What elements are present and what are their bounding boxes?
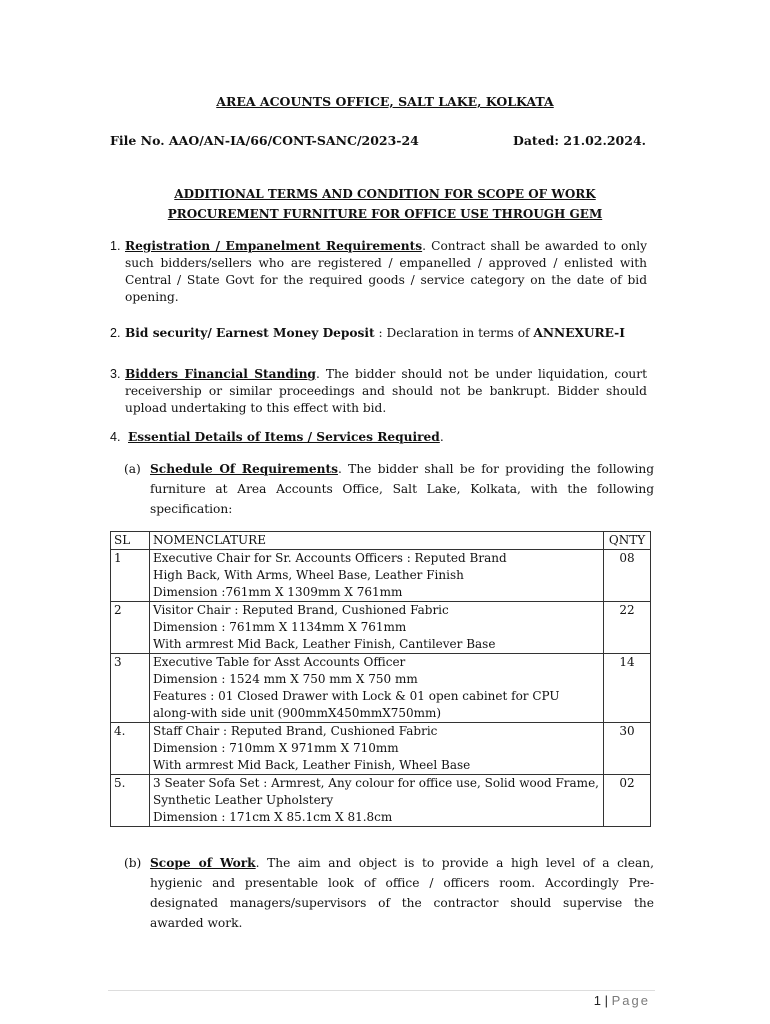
spec-line: Visitor Chair : Reputed Brand, Cushioned Fabric [153,603,449,617]
page-footer [594,993,650,1008]
clause-2 [110,325,647,342]
sub-clause-heading: Scope of Work [150,856,256,870]
clause-text: . [439,430,444,444]
sub-clause-number: (b) [124,856,142,870]
row-nomenclature [150,602,604,654]
row-qty: 30 [604,723,651,775]
row-qty: 02 [604,775,651,827]
clause-3 [110,366,647,417]
sub-clause-b [124,853,654,933]
row-qty: 08 [604,550,651,602]
clause-number: 3. [110,367,121,381]
spec-line: High Back, With Arms, Wheel Base, Leather Finish [153,568,464,582]
row-sl: 1 [111,550,150,602]
spec-line: With armrest Mid Back, Leather Finish, Wheel Base [153,758,471,772]
table-header-row [111,532,651,550]
header-nomenclature: NOMENCLATURE [150,532,604,550]
row-nomenclature [150,775,604,827]
row-qty: 14 [604,654,651,723]
row-nomenclature [150,550,604,602]
subject-line-1: ADDITIONAL TERMS AND CONDITION FOR SCOPE OF WORK [174,187,596,201]
spec-line: Dimension : 1524 mm X 750 mm X 750 mm [153,672,418,686]
spec-line: With armrest Mid Back, Leather Finish, Cantilever Base [153,637,496,651]
spec-line: 3 Seater Sofa Set : Armrest, Any colour for office use, Solid wood Frame, Synthetic Leather Upholstery [153,776,599,807]
table-row [111,775,651,827]
row-sl: 2 [111,602,150,654]
date: Dated: 21.02.2024. [512,133,646,148]
spec-line: Dimension : 171cm X 85.1cm X 81.8cm [153,810,393,824]
row-nomenclature [150,723,604,775]
sub-clause-text: . The aim and object is to provide a high level of a clean, hygienic and presentable look of office / officers room. Accordingly Pre-designated managers/supervisors of the contractor should supervise the awarded work. [150,856,654,930]
footer-divider [108,990,655,991]
header-sl: SL [111,532,150,550]
page-number: 1 [593,993,602,1008]
file-number: File No. AAO/AN-IA/66/CONT-SANC/2023-24 [110,133,419,148]
spec-line: Features : 01 Closed Drawer with Lock & 01 open cabinet for CPU along-with side unit (900mmX450mmX750mm) [153,689,560,720]
clause-number: 4. [110,430,121,444]
clause-heading: Essential Details of Items / Services Required [128,430,440,444]
clause-heading: Bidders Financial Standing [125,367,316,381]
table-row [111,654,651,723]
table-row [111,723,651,775]
sub-clause-a [124,459,654,519]
spec-line: Dimension : 761mm X 1134mm X 761mm [153,620,407,634]
clause-heading: Bid security/ Earnest Money Deposit [125,326,375,340]
table-row [111,602,651,654]
page-separator: | [601,993,612,1008]
row-nomenclature [150,654,604,723]
spec-line: Dimension :761mm X 1309mm X 761mm [153,585,403,599]
clause-text: : Declaration in terms of [374,326,534,340]
clause-number: 1. [110,239,121,253]
clause-text: . Contract shall be awarded to only such bidders/sellers who are registered / empanelled / approved / enlisted with Central / State Govt for the required goods / service category on the date of bid opening. [125,239,647,304]
sub-clause-text: . The bidder shall be for providing the following furniture at Area Accounts Office, Salt Lake, Kolkata, with the following specification: [150,462,654,516]
requirements-table [110,531,651,827]
spec-line: Staff Chair : Reputed Brand, Cushioned Fabric [153,724,438,738]
spec-line: Dimension : 710mm X 971mm X 710mm [153,741,399,755]
sub-clause-heading: Schedule Of Requirements [150,462,338,476]
sub-clause-number: (a) [124,462,141,476]
page-label: Page [611,993,650,1008]
clause-number: 2. [110,326,121,340]
office-title: AREA ACOUNTS OFFICE, SALT LAKE, KOLKATA [216,94,554,109]
row-sl: 3 [111,654,150,723]
header-qty: QNTY [604,532,651,550]
row-qty: 22 [604,602,651,654]
row-sl: 5. [111,775,150,827]
spec-line: Executive Table for Asst Accounts Officer [153,655,406,669]
table-row [111,550,651,602]
clause-text: . The bidder should not be under liquidation, court receivership or similar proceedings and should not be bankrupt. Bidder should upload undertaking to this effect with bid. [125,367,647,415]
annexure-ref: ANNEXURE-I [533,326,625,340]
clause-heading: Registration / Empanelment Requirements [125,239,423,253]
spec-line: Executive Chair for Sr. Accounts Officers : Reputed Brand [153,551,507,565]
subject-line-2: PROCUREMENT FURNITURE FOR OFFICE USE THROUGH GEM [167,207,603,221]
clause-1 [110,238,647,306]
row-sl: 4. [111,723,150,775]
clause-4 [110,429,647,446]
